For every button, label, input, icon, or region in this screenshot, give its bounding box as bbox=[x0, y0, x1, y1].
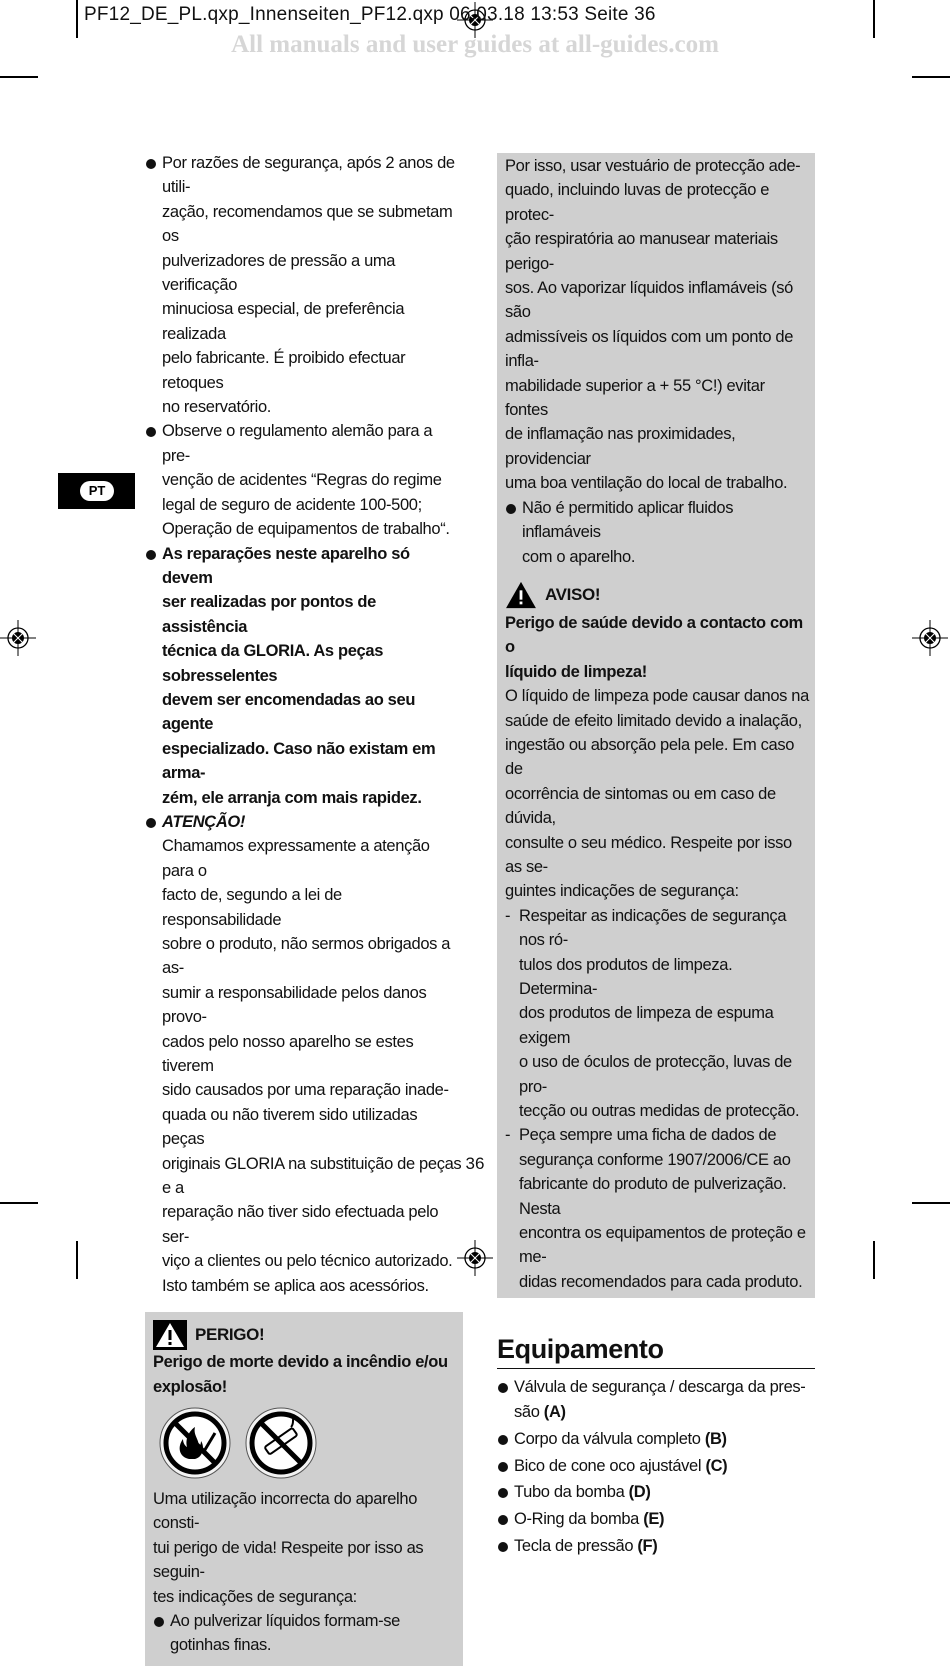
part-code: (C) bbox=[705, 1456, 728, 1475]
list-item: - Respeitar as indicações de segurança nos ró- tulos dos produtos de limpeza. Determina- dos produtos de limpeza de espuma exigem o uso de óculos de protecção, luvas de pro- tecção ou outras medidas de protecção. bbox=[505, 906, 800, 1121]
notice-label: AVISO! bbox=[545, 584, 601, 604]
list-item: Tecla de pressão (F) bbox=[497, 1534, 815, 1558]
notice-text: O líquido de limpeza pode causar danos na saúde de efeito limitado devido a inalação, ingestão ou absorção pela pele. Em caso de ocorrência de sintomas ou em caso de dúvida, consulte o seu médico. Respeite por isso as se- guintes indicações de segurança: bbox=[505, 687, 809, 901]
list-item: O-Ring da bomba (E) bbox=[497, 1507, 815, 1531]
print-slug: PF12_DE_PL.qxp_Innenseiten_PF12.qxp 06.03.18 13:53 Seite 36 bbox=[84, 4, 656, 25]
no-smoking-icon bbox=[245, 1407, 317, 1479]
part-code: (D) bbox=[628, 1483, 651, 1502]
part-code: (A) bbox=[543, 1402, 566, 1421]
part-code: (B) bbox=[704, 1429, 727, 1448]
registration-mark-icon bbox=[0, 620, 36, 656]
list-item: Não é permitido aplicar fluidos inflamáveis com o aparelho. bbox=[505, 496, 809, 569]
warning-triangle-icon bbox=[505, 581, 537, 609]
watermark: All manuals and user guides at all-guides.com bbox=[231, 31, 719, 58]
language-tab-label: PT bbox=[80, 481, 114, 501]
section-title: Equipamento bbox=[497, 1332, 815, 1369]
list-item: Corpo da válvula completo (B) bbox=[497, 1427, 815, 1451]
crop-mark bbox=[912, 76, 950, 78]
crop-mark bbox=[0, 76, 38, 78]
list-item: Ao pulverizar líquidos formam-se gotinhas finas. bbox=[153, 1609, 457, 1658]
list-item: Válvula de segurança / descarga da pres- são (A) bbox=[497, 1375, 815, 1424]
registration-mark-icon bbox=[912, 620, 948, 656]
part-code: (F) bbox=[637, 1537, 658, 1556]
list-item: Observe o regulamento alemão para a pre- venção de acidentes “Regras do regime legal de seguro de acidente 100-500; Operação de equipamentos de trabalho“. bbox=[145, 419, 463, 541]
part-code: (E) bbox=[643, 1510, 665, 1529]
crop-mark bbox=[0, 1202, 38, 1204]
language-tab bbox=[58, 473, 135, 509]
list-item: Por razões de segurança, após 2 anos de utili- zação, recomendamos que se submetam os pulverizadores de pressão a uma verificação minuciosa especial, de preferência realizada pelo fabricante. É proibido efectuar retoques no reservatório. bbox=[145, 151, 463, 419]
crop-mark bbox=[912, 1202, 950, 1204]
attention-heading: ATENÇÃO! bbox=[162, 812, 246, 831]
right-column bbox=[497, 153, 815, 1561]
list-item: Tubo da bomba (D) bbox=[497, 1480, 815, 1504]
left-column bbox=[145, 151, 463, 1666]
danger-box-continued bbox=[497, 153, 815, 1298]
crop-mark bbox=[76, 1241, 78, 1279]
no-open-flame-icon bbox=[159, 1407, 231, 1479]
danger-title: Perigo de morte devido a incêndio e/ou explosão! bbox=[153, 1353, 448, 1396]
crop-mark bbox=[873, 1241, 875, 1279]
list-item: ATENÇÃO! Chamamos expressamente a atenção para o facto de, segundo a lei de responsabilidade sobre o produto, não sermos obrigados a as- sumir a responsabilidade pelos danos provo- cados pelo nosso aparelho se estes tiverem sido causados por uma reparação inade- quada ou não tiverem sido utilizadas peças originais GLORIA na substituição de peças e a reparação não tiver sido efectuada pelo ser- viço a clientes ou pelo técnico autorizado. Isto também se aplica aos acessórios. bbox=[145, 810, 463, 1298]
danger-text: Uma utilização incorrecta do aparelho consti- tui perigo de vida! Respeite por isso as seguin- tes indicações de segurança: bbox=[153, 1489, 424, 1606]
list-item: - Peça sempre uma ficha de dados de segurança conforme 1907/2006/CE ao fabricante do produto de pulverização. Nesta encontra os equipamentos de proteção e me- didas recomendados para cada produto. bbox=[505, 1126, 806, 1291]
danger-text-continued: Por isso, usar vestuário de protecção ade- quado, incluindo luvas de protecção e protec- ção respiratória ao manusear materiais perigo- sos. Ao vaporizar líquidos inflamáveis (só são admissíveis os líquidos com um ponto de infla- mabilidade superior a + 55 °C!) evitar fontes de inflamação nas proximidades, providenciar uma boa ventilação do local de trabalho. bbox=[505, 157, 801, 493]
notice-title: Perigo de saúde devido a contacto com o líquido de limpeza! bbox=[505, 613, 803, 681]
list-item: Bico de cone oco ajustável (C) bbox=[497, 1454, 815, 1478]
page-number: 36 bbox=[465, 1154, 485, 1173]
equipment-list bbox=[497, 1375, 815, 1558]
danger-label: PERIGO! bbox=[195, 1324, 265, 1344]
warning-triangle-icon bbox=[153, 1320, 187, 1350]
danger-box bbox=[145, 1312, 463, 1666]
list-item: As reparações neste aparelho só devem ser realizadas por pontos de assistência técnica da GLORIA. As peças sobresselentes devem ser encomendadas ao seu agente especializado. Caso não existam em arma- zém, ele arranja com mais rapidez. bbox=[145, 542, 463, 810]
